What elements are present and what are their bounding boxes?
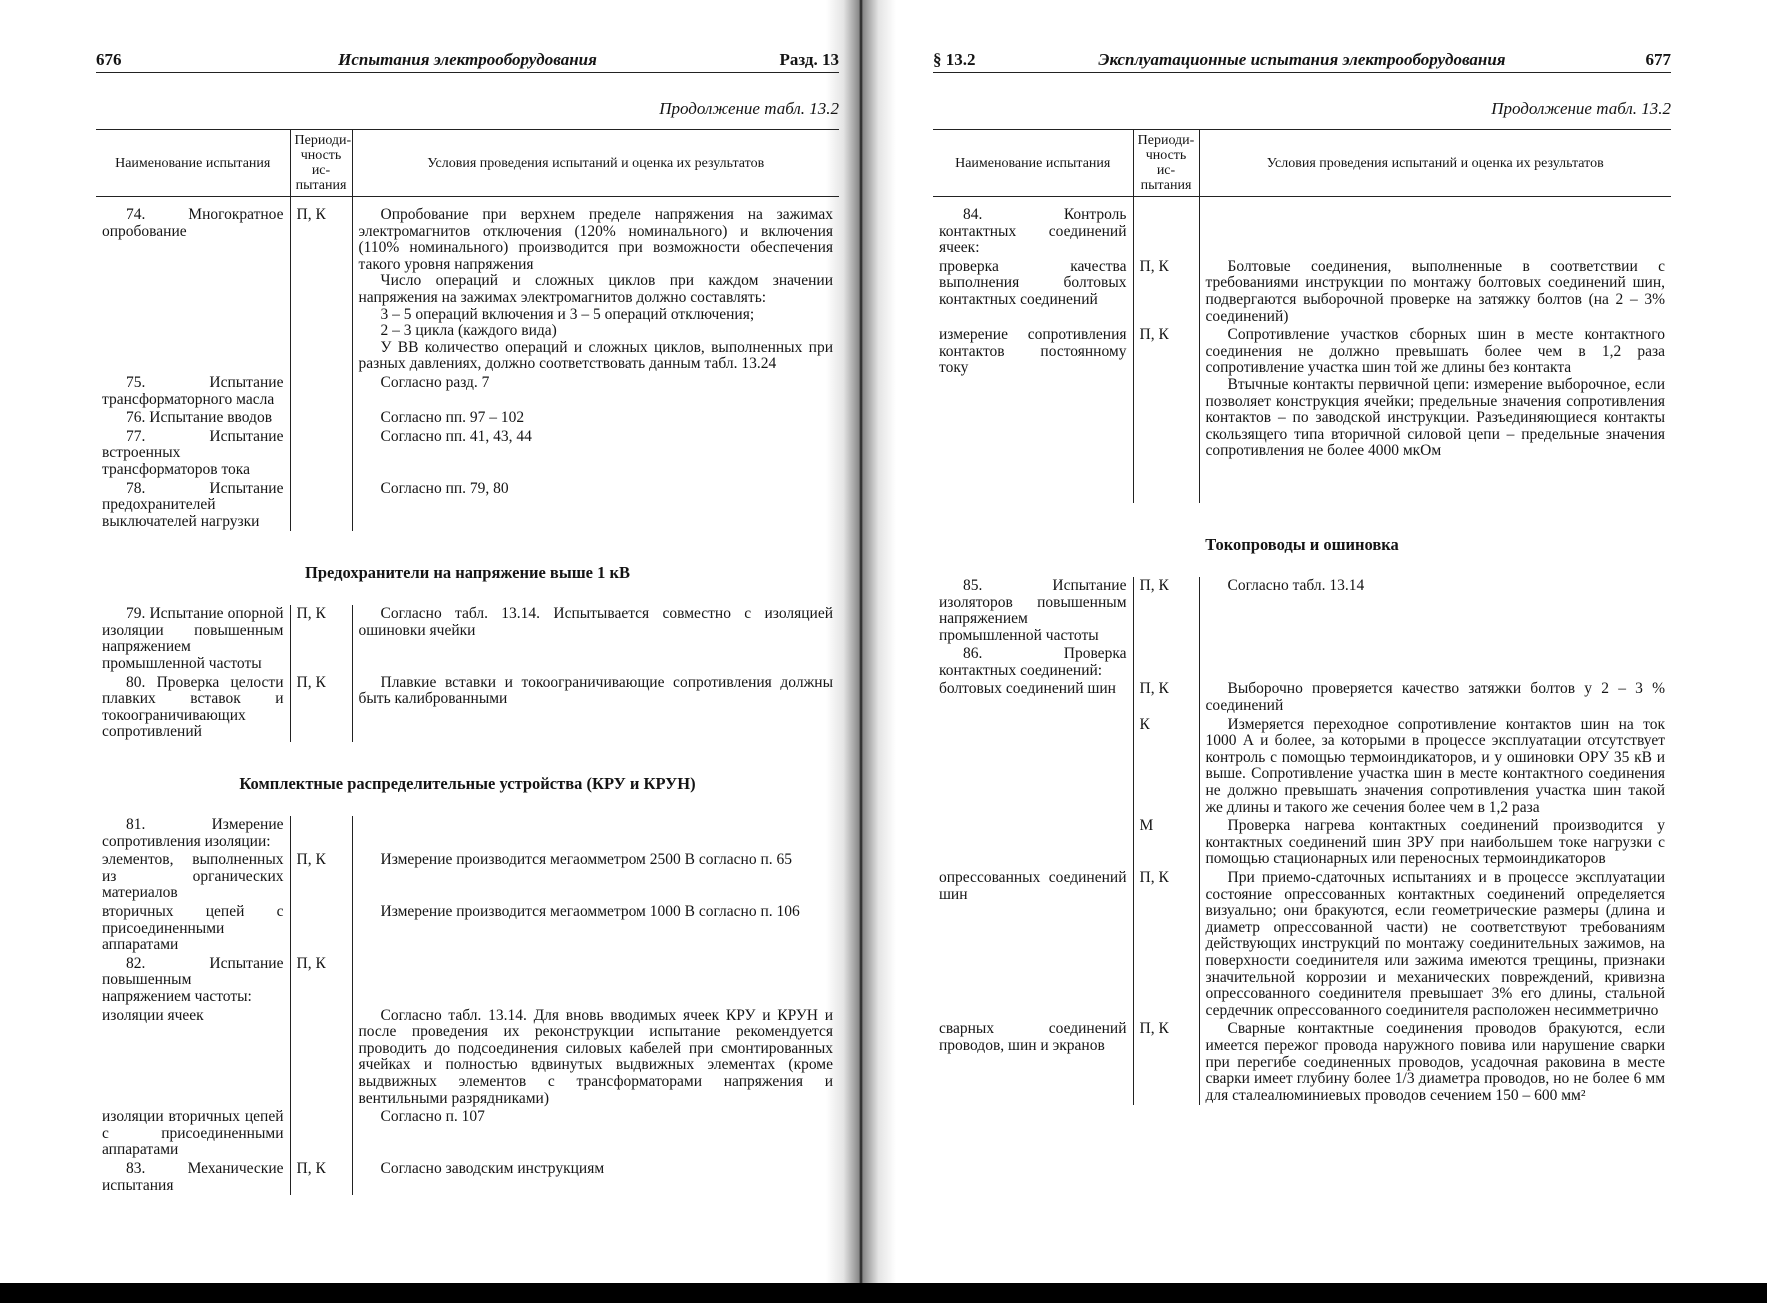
condition-text: Плавкие вставки и токоограничивающие сопротивления должны быть калиброванными <box>358 673 833 708</box>
spacer-cell <box>1199 461 1671 503</box>
table-row-82-sub2 <box>96 1108 839 1160</box>
spacer-cell <box>1133 461 1199 503</box>
test-name: 85. Испытание изоляторов повышенным напряжением промышленной частоты <box>939 576 1127 644</box>
test-period: П, К <box>1133 869 1199 1020</box>
condition-text: Согласно п. 107 <box>380 1108 485 1126</box>
test-conditions <box>352 480 839 532</box>
table-header-row <box>96 130 839 197</box>
test-name: 81. Измерение сопротивления изоляции: <box>102 816 284 850</box>
right-table-block1 <box>933 129 1671 503</box>
right-running-title: Эксплуатационные испытания электрооборудования <box>1098 50 1506 69</box>
table-row-86-sub3 <box>933 1020 1671 1105</box>
header-name: Наименование испытания <box>96 130 290 197</box>
test-conditions <box>352 1007 839 1109</box>
test-name: 75. Испытание трансформаторного масла <box>102 373 284 408</box>
left-running-title: Испытания электрооборудования <box>338 50 597 69</box>
test-period <box>290 903 352 955</box>
header-name: Наименование испытания <box>933 130 1133 197</box>
header-conditions: Условия проведения испытаний и оценка их результатов <box>352 130 839 197</box>
test-period <box>1133 645 1199 680</box>
test-conditions <box>352 851 839 903</box>
test-period: П, К <box>1133 680 1199 715</box>
table-row-86-sub1 <box>933 680 1671 715</box>
table-row-86-sub1-m <box>933 817 1671 869</box>
test-period <box>290 816 352 851</box>
table-row-82-sub1 <box>96 1007 839 1109</box>
test-conditions <box>352 374 839 409</box>
test-conditions <box>1199 680 1671 715</box>
test-period: П, К <box>290 197 352 374</box>
table-row-84-sub1 <box>933 258 1671 326</box>
table-row-74 <box>96 197 839 374</box>
test-name: 76. Испытание вводов <box>126 409 273 427</box>
test-period <box>290 374 352 409</box>
test-period: П, К <box>290 851 352 903</box>
test-period: П, К <box>1133 1020 1199 1105</box>
table-row-81-sub2 <box>96 903 839 955</box>
scan-bottom-edge <box>0 1283 1767 1303</box>
test-period <box>290 409 352 428</box>
condition-text: 2 – 3 цикла (каждого вида) <box>380 322 557 340</box>
table-row-84 <box>933 197 1671 258</box>
test-period: П, К <box>290 674 352 742</box>
condition-text: Сварные контактные соединения проводов бракуются, если имеется пережог провода наружного повива или нарушение сварки при перегибе соединенных проводов, усадочная раковина в месте сварки имеет глубину более 1/3 диаметра проводов, но не более 6 мм для сталеалюминиевых проводов сечением 150 – 600 мм² <box>1205 1020 1665 1104</box>
test-period <box>290 1108 352 1160</box>
table-row-81 <box>96 816 839 851</box>
left-section-heading-kru: Комплектные распределительные устройства (КРУ и КРУН) <box>239 774 696 794</box>
test-subitem: элементов, выполненных из органических материалов <box>102 851 284 902</box>
test-period: М <box>1133 817 1199 869</box>
left-table-block2 <box>96 605 839 742</box>
right-section-heading-busbars: Токопроводы и ошиновка <box>1205 534 1399 554</box>
test-conditions <box>1199 1020 1671 1105</box>
left-page <box>96 48 839 1195</box>
condition-text: Согласно табл. 13.14 <box>1227 576 1365 594</box>
test-conditions <box>1199 645 1671 680</box>
right-table-block2 <box>933 577 1671 1105</box>
test-period <box>290 428 352 480</box>
condition-text: Согласно табл. 13.14. Испытывается совместно с изоляцией ошиновки ячейки <box>358 605 833 639</box>
test-name: 78. Испытание предохранителей выключателей нагрузки <box>102 479 284 530</box>
condition-text: Измеряется переходное сопротивление контактов шин на ток 1000 А и более, за которыми в процессе эксплуатации отсутствует контроль с помощью термоиндикаторов, и у ошиновки ОРУ 35 кВ и выше. Сопротивление участка шин в месте контактного соединения не должно превышать значения сопротивления участка шин такой же длины и такого же сечения более чем в 1,2 раза <box>1205 715 1665 816</box>
table-row-79 <box>96 605 839 673</box>
table-row-82 <box>96 955 839 1007</box>
left-running-head <box>96 48 839 73</box>
test-conditions <box>1199 817 1671 869</box>
test-subitem: вторичных цепей с присоединенными аппаратами <box>102 903 284 954</box>
spacer-cell <box>933 461 1133 503</box>
condition-text: Выборочно проверяется качество затяжки болтов у 2 – 3 % соединений <box>1205 680 1665 715</box>
right-page-number: 677 <box>1645 50 1671 69</box>
test-name: 82. Испытание повышенным напряжением частоты: <box>102 954 284 1005</box>
left-table-block1 <box>96 129 839 531</box>
test-subitem: болтовых соединений шин <box>939 680 1116 698</box>
header-conditions: Условия проведения испытаний и оценка их результатов <box>1199 130 1671 197</box>
condition-text: Согласно заводским инструкциям <box>380 1159 605 1177</box>
condition-text: Согласно табл. 13.14. Для вновь вводимых ячеек КРУ и КРУН и после проведения их реконструкции испытание рекомендуется проводить до подсоединения силовых кабелей при смонтированных ячейках и полностью вдвинутых выдвижных элементах (кроме выдвижных элементов с трансформаторами напряжения и вентильными разрядниками) <box>358 1006 833 1107</box>
table-row-86-sub2 <box>933 869 1671 1020</box>
test-conditions <box>1199 869 1671 1020</box>
condition-text: Согласно пп. 97 – 102 <box>380 409 525 427</box>
test-name: 86. Проверка контактных соединений: <box>939 645 1127 679</box>
table-row-spacer <box>933 461 1671 503</box>
table-row-80 <box>96 674 839 742</box>
test-subitem: измерение сопротивления контактов постоянному току <box>939 326 1127 377</box>
test-subitem: изоляции вторичных цепей с присоединенными аппаратами <box>102 1108 284 1159</box>
test-period <box>290 480 352 532</box>
test-period: П, К <box>290 605 352 673</box>
test-name: 84. Контроль контактных соединений ячеек: <box>939 206 1127 257</box>
right-continuation-label: Продолжение табл. 13.2 <box>1491 99 1671 118</box>
condition-text: Согласно пп. 79, 80 <box>380 479 509 497</box>
test-period: П, К <box>1133 577 1199 645</box>
table-row-78 <box>96 480 839 532</box>
test-name: 80. Проверка целости плавких вставок и токоограничивающих сопротивлений <box>102 673 284 741</box>
test-conditions <box>352 197 839 374</box>
test-period: П, К <box>1133 258 1199 326</box>
left-section-ref: Разд. 13 <box>779 50 839 69</box>
condition-text: Измерение производится мегаомметром 1000 В согласно п. 106 <box>380 903 800 920</box>
left-page-number: 676 <box>96 50 122 69</box>
table-row-81-sub1 <box>96 851 839 903</box>
condition-text: Число операций и сложных циклов при каждом значении напряжения на зажимах электромагнитов должно составлять: <box>358 272 833 306</box>
test-subitem: сварных соединений проводов, шин и экранов <box>939 1020 1127 1054</box>
condition-text: Измерение производится мегаомметром 2500 В согласно п. 65 <box>380 851 792 869</box>
condition-text: Опробование при верхнем пределе напряжения на зажимах электромагнитов отключения (120% номинального) и включения (110% номинального) производится при возможности обеспечения такого уровня напряжения <box>358 206 833 273</box>
test-conditions <box>352 1108 839 1160</box>
test-subitem <box>933 817 1133 869</box>
left-table-block3 <box>96 816 839 1195</box>
condition-text: У ВВ количество операций и сложных циклов, выполненных при разных давлениях, должно соответствовать данным табл. 13.24 <box>358 338 833 373</box>
test-period: П, К <box>290 1160 352 1195</box>
right-page <box>933 48 1671 1105</box>
test-conditions <box>1199 258 1671 326</box>
condition-text: При приемо-сдаточных испытаниях и в процессе эксплуатации состояние опрессованных контактных соединений определяется визуально; они бракуются, если геометрические размеры (длина и диаметр опрессованной части) не соответствуют требованиям действующих инструкций по монтажу соединительных зажимов, на поверхности соединителя или зажима имеются трещины, признаки значительной коррозии и механических повреждений, кривизна опрессованного соединителя превышает 3% его длины, стальной сердечник опрессованного соединителя расположен несимметрично <box>1205 869 1665 1019</box>
test-name: 79. Испытание опорной изоляции повышенным напряжением промышленной частоты <box>102 605 284 673</box>
test-subitem: проверка качества выполнения болтовых контактных соединений <box>939 257 1127 308</box>
table-header-row <box>933 130 1671 197</box>
test-conditions <box>352 1160 839 1195</box>
test-conditions <box>1199 197 1671 258</box>
table-row-86-sub1-k <box>933 716 1671 818</box>
right-section-ref: § 13.2 <box>933 50 976 69</box>
condition-text: Болтовые соединения, выполненные в соответствии с требованиями инструкции по монтажу болтовых соединений шин, подвергаются выборочной проверке на затяжку болтов (на 2 – 3% соединений) <box>1205 257 1665 325</box>
test-subitem: опрессованных соединений шин <box>939 869 1127 903</box>
test-conditions <box>352 955 839 1007</box>
test-period <box>290 1007 352 1109</box>
condition-text: Согласно разд. 7 <box>380 373 490 391</box>
test-conditions <box>1199 326 1671 461</box>
test-conditions <box>352 409 839 428</box>
test-period: П, К <box>1133 326 1199 461</box>
test-conditions <box>352 816 839 851</box>
test-name: 77. Испытание встроенных трансформаторов тока <box>102 427 284 478</box>
condition-text: Сопротивление участков сборных шин в месте контактного соединения не должно превышать более чем в 1,2 раза сопротивление участка шин той же длины без контакта <box>1205 326 1665 377</box>
test-conditions <box>352 903 839 955</box>
test-period: К <box>1133 716 1199 818</box>
header-period: Периоди-чность ис-пытания <box>290 130 352 197</box>
test-subitem: изоляции ячеек <box>102 1006 204 1024</box>
test-conditions <box>1199 577 1671 645</box>
table-row-85 <box>933 577 1671 645</box>
test-conditions <box>352 428 839 480</box>
test-period <box>1133 197 1199 258</box>
test-conditions <box>1199 716 1671 818</box>
table-row-83 <box>96 1160 839 1195</box>
table-row-76 <box>96 409 839 428</box>
left-continuation-label: Продолжение табл. 13.2 <box>659 99 839 118</box>
test-subitem <box>933 716 1133 818</box>
table-row-77 <box>96 428 839 480</box>
header-period: Периоди-чность ис-пытания <box>1133 130 1199 197</box>
right-running-head <box>933 48 1671 73</box>
condition-text: Втычные контакты первичной цепи: измерение выборочное, если позволяет конструкция ячейки; предельные значения сопротивления контактов – по заводской инструкции. Разъединяющиеся контакты скользящего типа вторичной силовой цепи – предельные значения сопротивления не более 4000 мкОм <box>1205 375 1665 460</box>
left-section-heading-fuses: Предохранители на напряжение выше 1 кВ <box>305 563 630 583</box>
condition-text: Проверка нагрева контактных соединений производится у контактных соединений шин ЗРУ при наибольшем токе нагрузки с помощью стационарных или переносных термоиндикаторов <box>1205 817 1665 868</box>
condition-text: 3 – 5 операций включения и 3 – 5 операций отключения; <box>380 305 755 323</box>
table-row-84-sub2 <box>933 326 1671 461</box>
table-row-75 <box>96 374 839 409</box>
test-name: 74. Многократное опробование <box>102 206 284 240</box>
condition-text: Согласно пп. 41, 43, 44 <box>380 427 532 445</box>
test-conditions <box>352 674 839 742</box>
test-name: 83. Механические испытания <box>102 1159 284 1194</box>
table-row-86 <box>933 645 1671 680</box>
test-period: П, К <box>290 955 352 1007</box>
test-conditions <box>352 605 839 673</box>
